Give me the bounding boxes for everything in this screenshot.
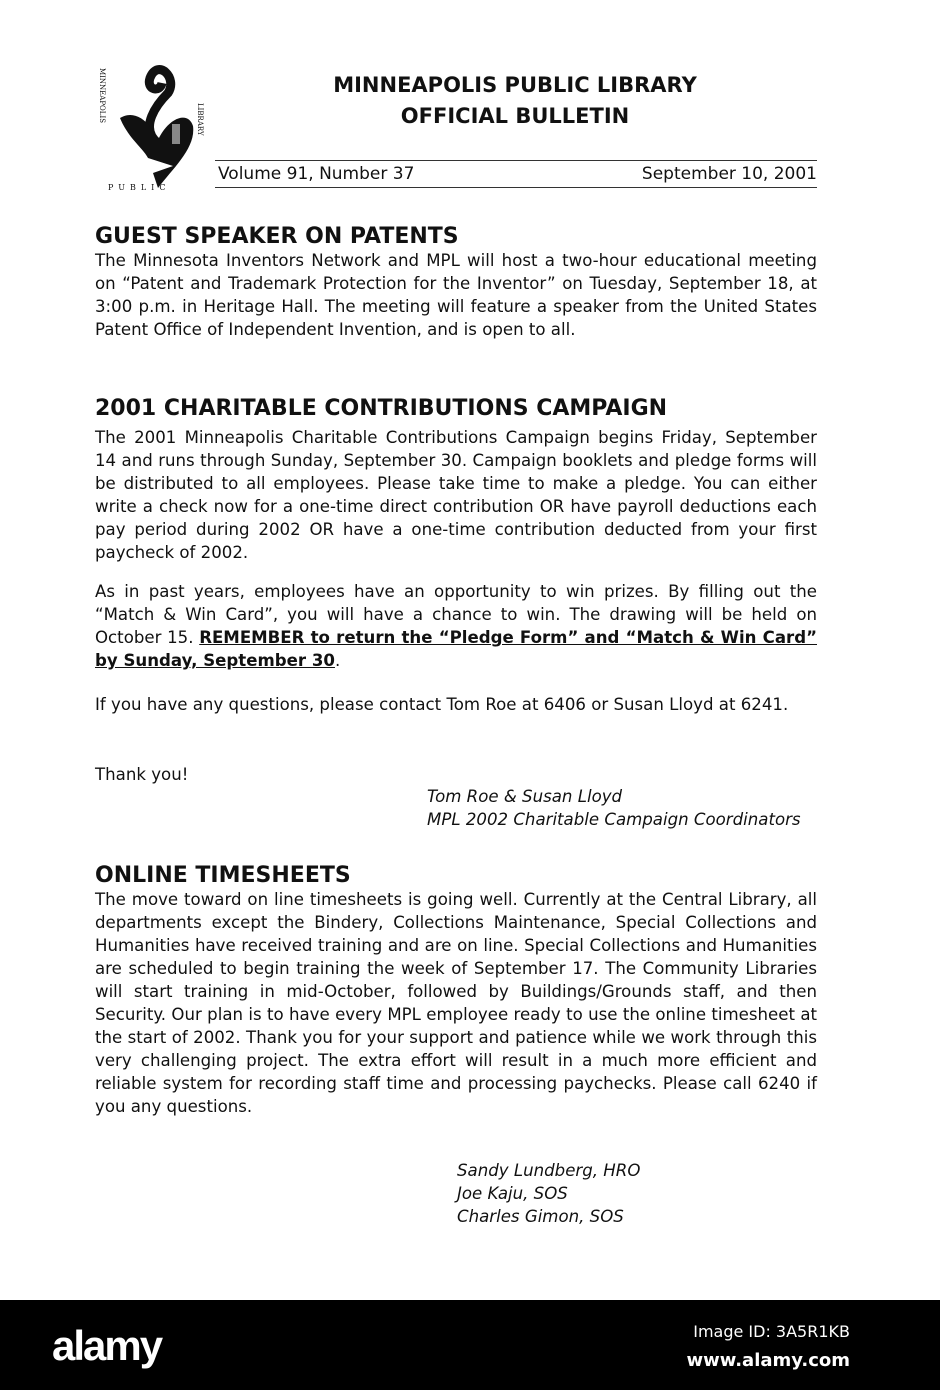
watermark-banner	[0, 1300, 940, 1390]
paragraph: If you have any questions, please contact Tom Roe at 6406 or Susan Lloyd at 6241.	[95, 695, 789, 714]
svg-text:PUBLIC: PUBLIC	[108, 183, 171, 192]
title-line-2: OFFICIAL BULLETIN	[400, 104, 630, 128]
paragraph: The 2001 Minneapolis Charitable Contributions Campaign begins Friday, September 14 and runs through Sunday, September 30. Campaign booklets and pledge forms will be distributed to all employees. Please take time to make a pledge. You can either write a check now for a one-time direct contribution OR have payroll deductions each pay period during 2002 OR have a one-time contribution deducted from your first paycheck of 2002.	[95, 428, 817, 562]
bulletin-title	[250, 70, 780, 132]
svg-text:MINNEAPOLIS: MINNEAPOLIS	[98, 68, 106, 124]
signature-line: MPL 2002 Charitable Campaign Coordinators	[427, 810, 801, 829]
paragraph	[95, 580, 817, 672]
divider	[215, 187, 817, 188]
issue-date: September 10, 2001	[641, 164, 817, 184]
signature-line: Charles Gimon, SOS	[457, 1207, 624, 1226]
signature-line: Tom Roe & Susan Lloyd	[427, 787, 623, 806]
divider	[215, 160, 817, 161]
title-line-1: MINNEAPOLIS PUBLIC LIBRARY	[333, 73, 697, 97]
section-heading: ONLINE TIMESHEETS	[95, 863, 351, 888]
paragraph: The move toward on line timesheets is going well. Currently at the Central Library, all departments except the Bindery, Collections Maintenance, Special Collections and Humanities have received training and are on line. Special Collections and Humanities are scheduled to begin training the week of September 17. The Community Libraries will start training in mid-October, followed by Buildings/Grounds staff, and then Security. Our plan is to have every MPL employee ready to use the online timesheet at the start of 2002. Thank you for your support and patience while we work through this very challenging project. The extra effort will result in a much more efficient and reliable system for recording staff time and processing paychecks. Please call 6240 if you any questions.	[95, 890, 817, 1116]
signature-line: Joe Kaju, SOS	[457, 1184, 568, 1203]
image-id: Image ID: 3A5R1KB	[693, 1322, 850, 1341]
reminder-end: .	[334, 651, 341, 670]
alamy-logo: alamy	[52, 1322, 162, 1369]
signature-line: Sandy Lundberg, HRO	[457, 1161, 641, 1180]
prizes-text: As in past years, employees have an opportunity to win prizes. By filling out the “Match & Win Card”, you will have a chance to win. The drawing will be held on October 15.	[95, 582, 817, 647]
library-logo	[98, 48, 218, 198]
signature	[427, 785, 801, 831]
watermark-url: www.alamy.com	[686, 1350, 850, 1371]
signature	[457, 1159, 640, 1228]
section-heading: GUEST SPEAKER ON PATENTS	[95, 224, 459, 249]
reminder-text: REMEMBER to return the “Pledge Form” and “Match & Win Card” by Sunday, September 30	[95, 628, 817, 670]
section-heading: 2001 CHARITABLE CONTRIBUTIONS CAMPAIGN	[95, 396, 668, 421]
paragraph: The Minnesota Inventors Network and MPL will host a two-hour educational meeting on “Patent and Trademark Protection for the Inventor” on Tuesday, September 18, at 3:00 p.m. in Heritage Hall. The meeting will feature a speaker from the United States Patent Office of Independent Invention, and is open to all.	[95, 251, 817, 339]
volume-number: Volume 91, Number 37	[218, 164, 415, 184]
svg-text:LIBRARY: LIBRARY	[196, 103, 204, 136]
paragraph: Thank you!	[95, 765, 189, 784]
